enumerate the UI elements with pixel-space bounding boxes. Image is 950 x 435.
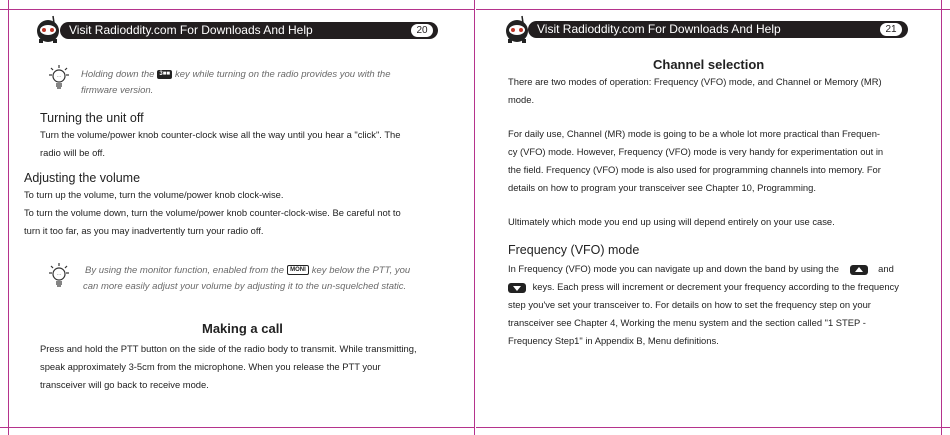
tip-text: key while turning on the radio provides you with the (175, 69, 391, 80)
header-title: Visit Radioddity.com For Downloads And Help (69, 23, 313, 37)
heading-adjusting-volume: Adjusting the volume (24, 171, 141, 185)
paragraph-vfo-mode (508, 260, 933, 350)
text-fragment: In Frequency (VFO) mode you can navigate up and down the band by using the (508, 263, 839, 274)
tip-line: can more easily adjust your volume by adjusting it to the un-squelched static. (83, 281, 407, 292)
text-line: speak approximately 3-5cm from the microphone. When you release the PTT your (40, 361, 381, 372)
text-line: Turn the volume/power knob counter-clock wise all the way until you hear a "click". The (40, 129, 401, 140)
paragraph-daily-use (508, 125, 933, 197)
heading-vfo-mode: Frequency (VFO) mode (508, 243, 640, 257)
text-line: transceiver will go back to receive mode. (40, 379, 209, 390)
text-line (508, 278, 933, 296)
heading-channel-selection: Channel selection (653, 57, 765, 72)
tip-text: Holding down the (81, 69, 155, 80)
text-line (508, 260, 933, 278)
heading-making-call: Making a call (202, 321, 283, 336)
radio-mascot-icon (34, 14, 62, 49)
text-fragment: keys. Each press will increment or decrement your frequency according to the frequency (532, 281, 899, 292)
text-line: mode. (508, 94, 535, 105)
tip-line (81, 67, 441, 83)
header-title: Visit Radioddity.com For Downloads And Help (537, 22, 781, 36)
left-page (0, 0, 474, 435)
svg-text:···: ··· (57, 272, 61, 277)
text-line: To turn up the volume, turn the volume/power knob clock-wise. (24, 189, 284, 200)
text-line: There are two modes of operation: Frequency (VFO) mode, and Channel or Memory (MR) (508, 76, 882, 87)
page-header-bar (60, 22, 438, 39)
page-number: 20 (411, 24, 433, 37)
right-page (475, 0, 941, 435)
text-line: Frequency Step1" in Appendix B, Menu definitions. (508, 335, 719, 346)
heading-turning-off: Turning the unit off (40, 111, 144, 125)
text-fragment: and (878, 263, 894, 274)
tip-line: firmware version. (81, 85, 154, 96)
up-arrow-key-icon (850, 265, 868, 275)
text-line: the field. Frequency (VFO) mode is also used for programming channels into memory. For (508, 164, 881, 175)
lightbulb-tip-icon (46, 64, 72, 97)
text-line: cy (VFO) mode. However, Frequency (VFO) mode is very handy for experimentation out in (508, 146, 884, 157)
radio-mascot-icon (503, 14, 531, 49)
tip-text: key below the PTT, you (311, 265, 411, 276)
tip-firmware-version (81, 67, 441, 99)
key-3-chip: 3■■ (159, 70, 171, 77)
text-line: transceiver see Chapter 4, Working the menu system and the section called "1 STEP - (508, 317, 866, 328)
text-line: Ultimately which mode you end up using will depend entirely on your use case. (508, 216, 835, 227)
text-line: To turn the volume down, turn the volume/power knob counter-clock-wise. Be careful not to (24, 207, 401, 218)
paragraph-use-case (508, 213, 933, 231)
paragraph-making-call (40, 340, 460, 394)
paragraph-turning-off (40, 126, 460, 162)
tip-line (85, 263, 455, 279)
page-header-bar (528, 21, 908, 38)
paragraph-adjusting-volume (24, 186, 464, 240)
down-arrow-key-icon (508, 283, 526, 293)
tip-monitor-function (85, 263, 455, 295)
svg-text:···: ··· (57, 74, 61, 79)
key-moni-chip: MONI (287, 265, 309, 275)
page-number: 21 (880, 23, 902, 36)
text-line: turn it too far, as you may inadvertently turn your radio off. (24, 225, 264, 236)
text-line: details on how to program your transceiver see Chapter 10, Programming. (508, 182, 816, 193)
tip-text: By using the monitor function, enabled from the (85, 265, 285, 276)
text-line: For daily use, Channel (MR) mode is going to be a whole lot more practical than Frequen- (508, 128, 881, 139)
paragraph-modes (508, 73, 933, 109)
text-line: Press and hold the PTT button on the side of the radio body to transmit. While transmitting, (40, 343, 417, 354)
text-line: radio will be off. (40, 147, 105, 158)
crop-mark-right-edge (941, 0, 942, 435)
lightbulb-tip-icon (46, 262, 72, 295)
text-line: step you've set your transceiver to. For details on how to set the frequency step on your (508, 299, 871, 310)
